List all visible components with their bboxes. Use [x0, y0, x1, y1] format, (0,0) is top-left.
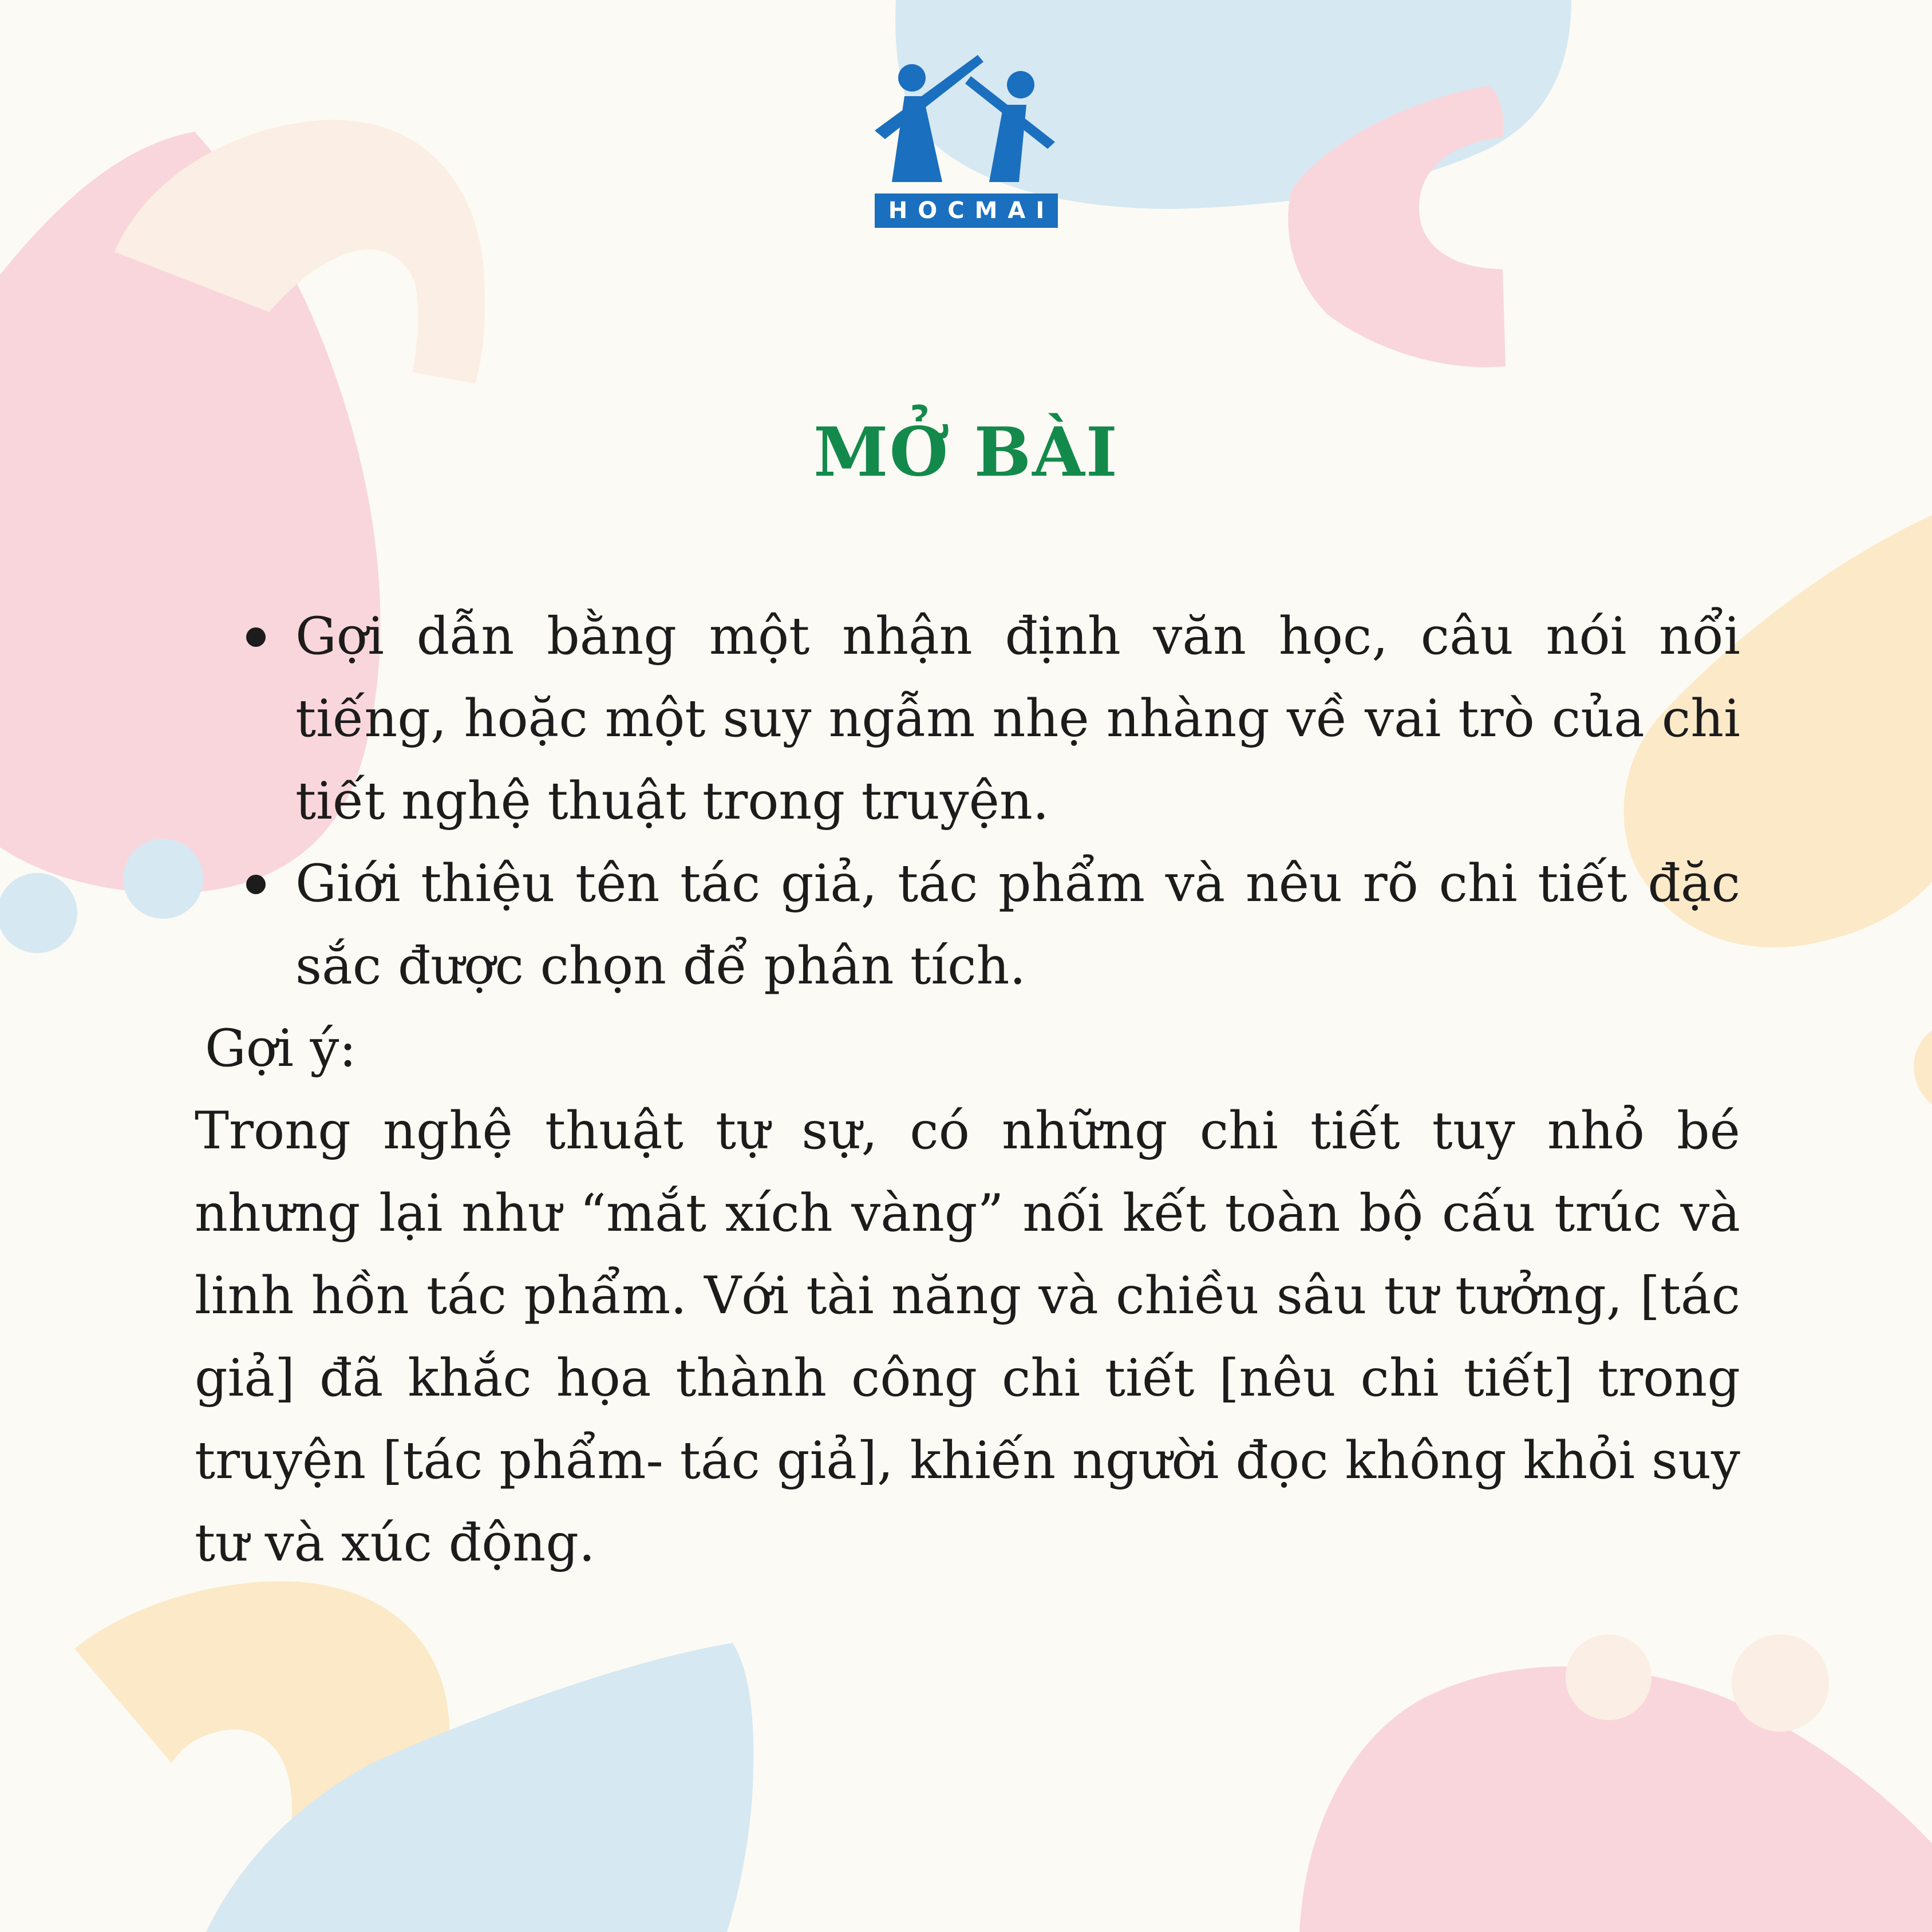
peach-dot-bottom-right-1 [1566, 1634, 1652, 1720]
hocmai-logo [869, 50, 1064, 234]
hint-label: Gợi ý: [205, 1018, 357, 1078]
yellow-blob-right-edge [1914, 1030, 1932, 1105]
hocmai-figures-icon [869, 50, 1064, 193]
list-item [195, 595, 1740, 843]
list-item-text: Giới thiệu tên tác giả, tác phẩm và nêu rõ chi tiết đặc sắc được chọn để phân tích. [295, 854, 1740, 996]
list-item-text: Gợi dẫn bằng một nhận định văn học, câu nói nổi tiếng, hoặc một suy ngẫm nhẹ nhàng về vai trò của chi tiết nghệ thuật trong truyện. [295, 606, 1740, 831]
blue-dot-left-2 [123, 839, 203, 919]
peach-dot-bottom-right-2 [1732, 1634, 1829, 1732]
main-content [195, 595, 1740, 1585]
blue-dot-left [0, 873, 77, 953]
page-title: MỞ BÀI [813, 412, 1119, 492]
bullet-dot-icon [246, 875, 266, 894]
list-item [195, 843, 1740, 1008]
hint-paragraph: Trong nghệ thuật tự sự, có những chi tiết tuy nhỏ bé nhưng lại như “mắt xích vàng” nối kết toàn bộ cấu trúc và linh hồn tác phẩm. Với tài năng và chiều sâu tư tưởng, [tác giả] đã khắc họa thành công chi tiết [nêu chi tiết] trong truyện [tác phẩm- tác giả], khiến người đọc không khỏi suy tư và xúc động. [195, 1101, 1740, 1573]
hocmai-logo-text: HOCMAI [875, 193, 1058, 228]
bullet-dot-icon [246, 627, 266, 647]
bullet-list [195, 595, 1740, 1008]
